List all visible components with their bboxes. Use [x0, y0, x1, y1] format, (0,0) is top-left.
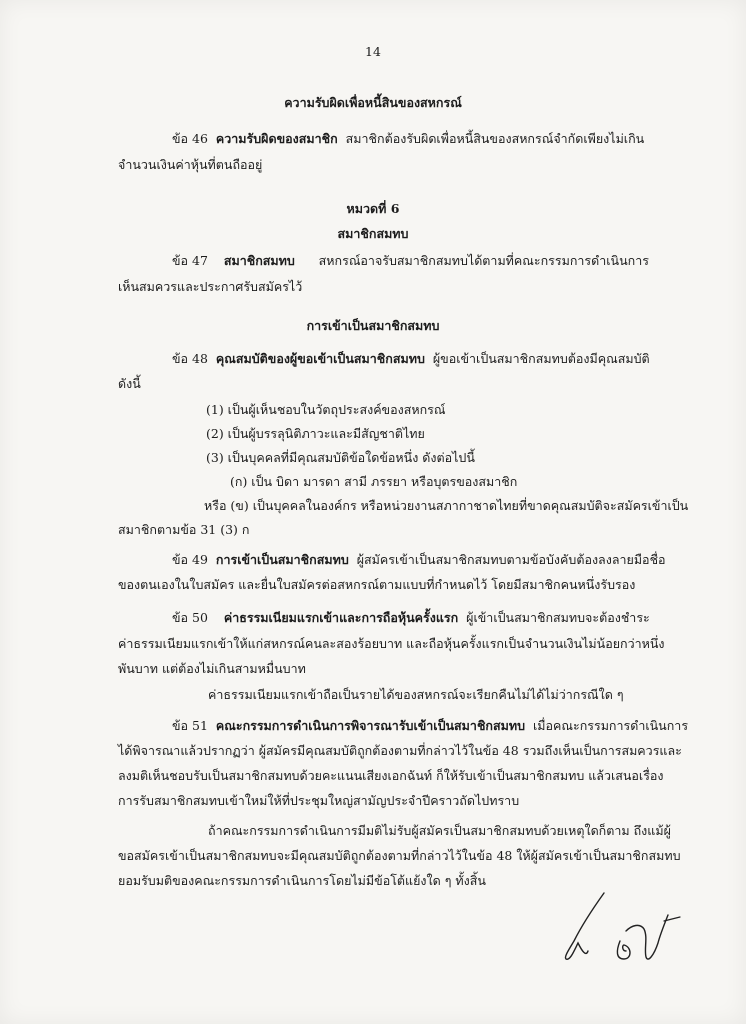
clause-50-line-3: พันบาท แต่ต้องไม่เกินสามหมื่นบาท: [118, 661, 306, 676]
clause-46-line-2: จำนวนเงินค่าหุ้นที่ตนถืออยู่: [118, 157, 263, 172]
clause-47-first-line: [172, 253, 649, 269]
clause-49-heading: การเข้าเป็นสมาชิกสมทบ: [215, 552, 349, 567]
clause-48-item-1: (1) เป็นผู้เห็นชอบในวัตถุประสงค์ของสหกรณ์: [206, 402, 446, 417]
clause-50-number: ข้อ 50: [172, 610, 208, 625]
clause-46-number: ข้อ 46: [172, 131, 208, 146]
section-title-admission: การเข้าเป็นสมาชิกสมทบ: [306, 318, 440, 333]
clause-50-first-line: [172, 610, 650, 626]
clause-50-line-2: ค่าธรรมเนียมแรกเข้าให้แก่สหกรณ์คนละสองร้อยบาท และถือหุ้นครั้งแรกเป็นจำนวนเงินไม่น้อยกว่าหนึ่ง: [118, 636, 665, 651]
clause-48-number: ข้อ 48: [172, 351, 208, 366]
clause-47-number: ข้อ 47: [172, 253, 208, 268]
clause-48-sub-b-line-2: สมาชิกตามข้อ 31 (3) ก: [118, 522, 250, 537]
chapter-title: สมาชิกสมทบ: [337, 226, 409, 241]
clause-51-line-6: ขอสมัครเข้าเป็นสมาชิกสมทบจะมีคุณสมบัติถูกต้องตามที่กล่าวไว้ในข้อ 48 ให้ผู้สมัครเข้าเป็นสมาชิกสมทบ: [118, 848, 681, 863]
clause-49-number: ข้อ 49: [172, 552, 208, 567]
clause-51-line-3: ลงมติเห็นชอบรับเป็นสมาชิกสมทบด้วยคะแนนเสียงเอกฉันท์ ก็ให้รับเข้าเป็นสมาชิกสมทบ แล้วเสนอเรื่อง: [118, 768, 664, 783]
clause-48-sub-a: (ก) เป็น บิดา มารดา สามี ภรรยา หรือบุตรของสมาชิก: [230, 474, 518, 489]
clause-48-sub-b: หรือ (ข) เป็นบุคคลในองค์กร หรือหน่วยงานสภากาชาดไทยที่ขาดคุณสมบัติจะสมัครเข้าเป็น: [204, 498, 689, 513]
clause-46-first-line: [172, 131, 644, 147]
clause-51-number: ข้อ 51: [172, 718, 208, 733]
section-title-liability: ความรับผิดเพื่อหนี้สินของสหกรณ์: [284, 95, 462, 110]
clause-46-text: สมาชิกต้องรับผิดเพื่อหนี้สินของสหกรณ์จำกัดเพียงไม่เกิน: [345, 131, 645, 146]
clause-50-heading: ค่าธรรมเนียมแรกเข้าและการถือหุ้นครั้งแรก: [223, 610, 459, 625]
clause-47-heading: สมาชิกสมทบ: [223, 253, 295, 268]
clause-51-line-5: ถ้าคณะกรรมการดำเนินการมีมติไม่รับผู้สมัครเป็นสมาชิกสมทบด้วยเหตุใดก็ตาม ถึงแม้ผู้: [208, 823, 671, 838]
clause-50-text: ผู้เข้าเป็นสมาชิกสมทบจะต้องชำระ: [466, 610, 650, 625]
clause-51-text: เมื่อคณะกรรมการดำเนินการ: [533, 718, 689, 733]
clause-48-first-line: [172, 351, 650, 367]
chapter-heading: หมวดที่ 6: [346, 201, 400, 216]
clause-47-line-2: เห็นสมควรและประกาศรับสมัครไว้: [118, 279, 303, 294]
clause-48-item-2: (2) เป็นผู้บรรลุนิติภาวะและมีสัญชาติไทย: [206, 426, 425, 441]
clause-47-text: สหกรณ์อาจรับสมาชิกสมทบได้ตามที่คณะกรรมการดำเนินการ: [318, 253, 649, 268]
clause-46-heading: ความรับผิดของสมาชิก: [215, 131, 338, 146]
clause-48-text: ผู้ขอเข้าเป็นสมาชิกสมทบต้องมีคุณสมบัติ: [432, 351, 650, 366]
clause-51-heading: คณะกรรมการดำเนินการพิจารณารับเข้าเป็นสมาชิกสมทบ: [215, 718, 526, 733]
clause-48-heading: คุณสมบัติของผู้ขอเข้าเป็นสมาชิกสมทบ: [215, 351, 425, 366]
clause-49-first-line: [172, 552, 666, 568]
handwritten-signature: [560, 885, 690, 970]
clause-48-line-2: ดังนี้: [118, 376, 141, 391]
clause-51-line-2: ได้พิจารณาแล้วปรากฏว่า ผู้สมัครมีคุณสมบัติถูกต้องตามที่กล่าวไว้ในข้อ 48 รวมถึงเห็นเป็นการสมควรและ: [118, 743, 682, 758]
clause-48-item-3: (3) เป็นบุคคลที่มีคุณสมบัติข้อใดข้อหนึ่ง ดังต่อไปนี้: [206, 450, 475, 465]
page-number: 14: [365, 44, 381, 59]
clause-50-line-4: ค่าธรรมเนียมแรกเข้าถือเป็นรายได้ของสหกรณ์จะเรียกคืนไม่ได้ไม่ว่ากรณีใด ๆ: [208, 687, 624, 702]
clause-51-first-line: [172, 718, 688, 734]
clause-51-line-7: ยอมรับมติของคณะกรรมการดำเนินการโดยไม่มีข้อโต้แย้งใด ๆ ทั้งสิ้น: [118, 873, 486, 888]
clause-49-line-2: ของตนเองในใบสมัคร และยื่นใบสมัครต่อสหกรณ์ตามแบบที่กำหนดไว้ โดยมีสมาชิกคนหนึ่งรับรอง: [118, 577, 636, 592]
clause-49-text: ผู้สมัครเข้าเป็นสมาชิกสมทบตามข้อบังคับต้องลงลายมือชื่อ: [356, 552, 666, 567]
clause-51-line-4: การรับสมาชิกสมทบเข้าใหม่ให้ที่ประชุมใหญ่สามัญประจำปีคราวถัดไปทราบ: [118, 793, 520, 808]
